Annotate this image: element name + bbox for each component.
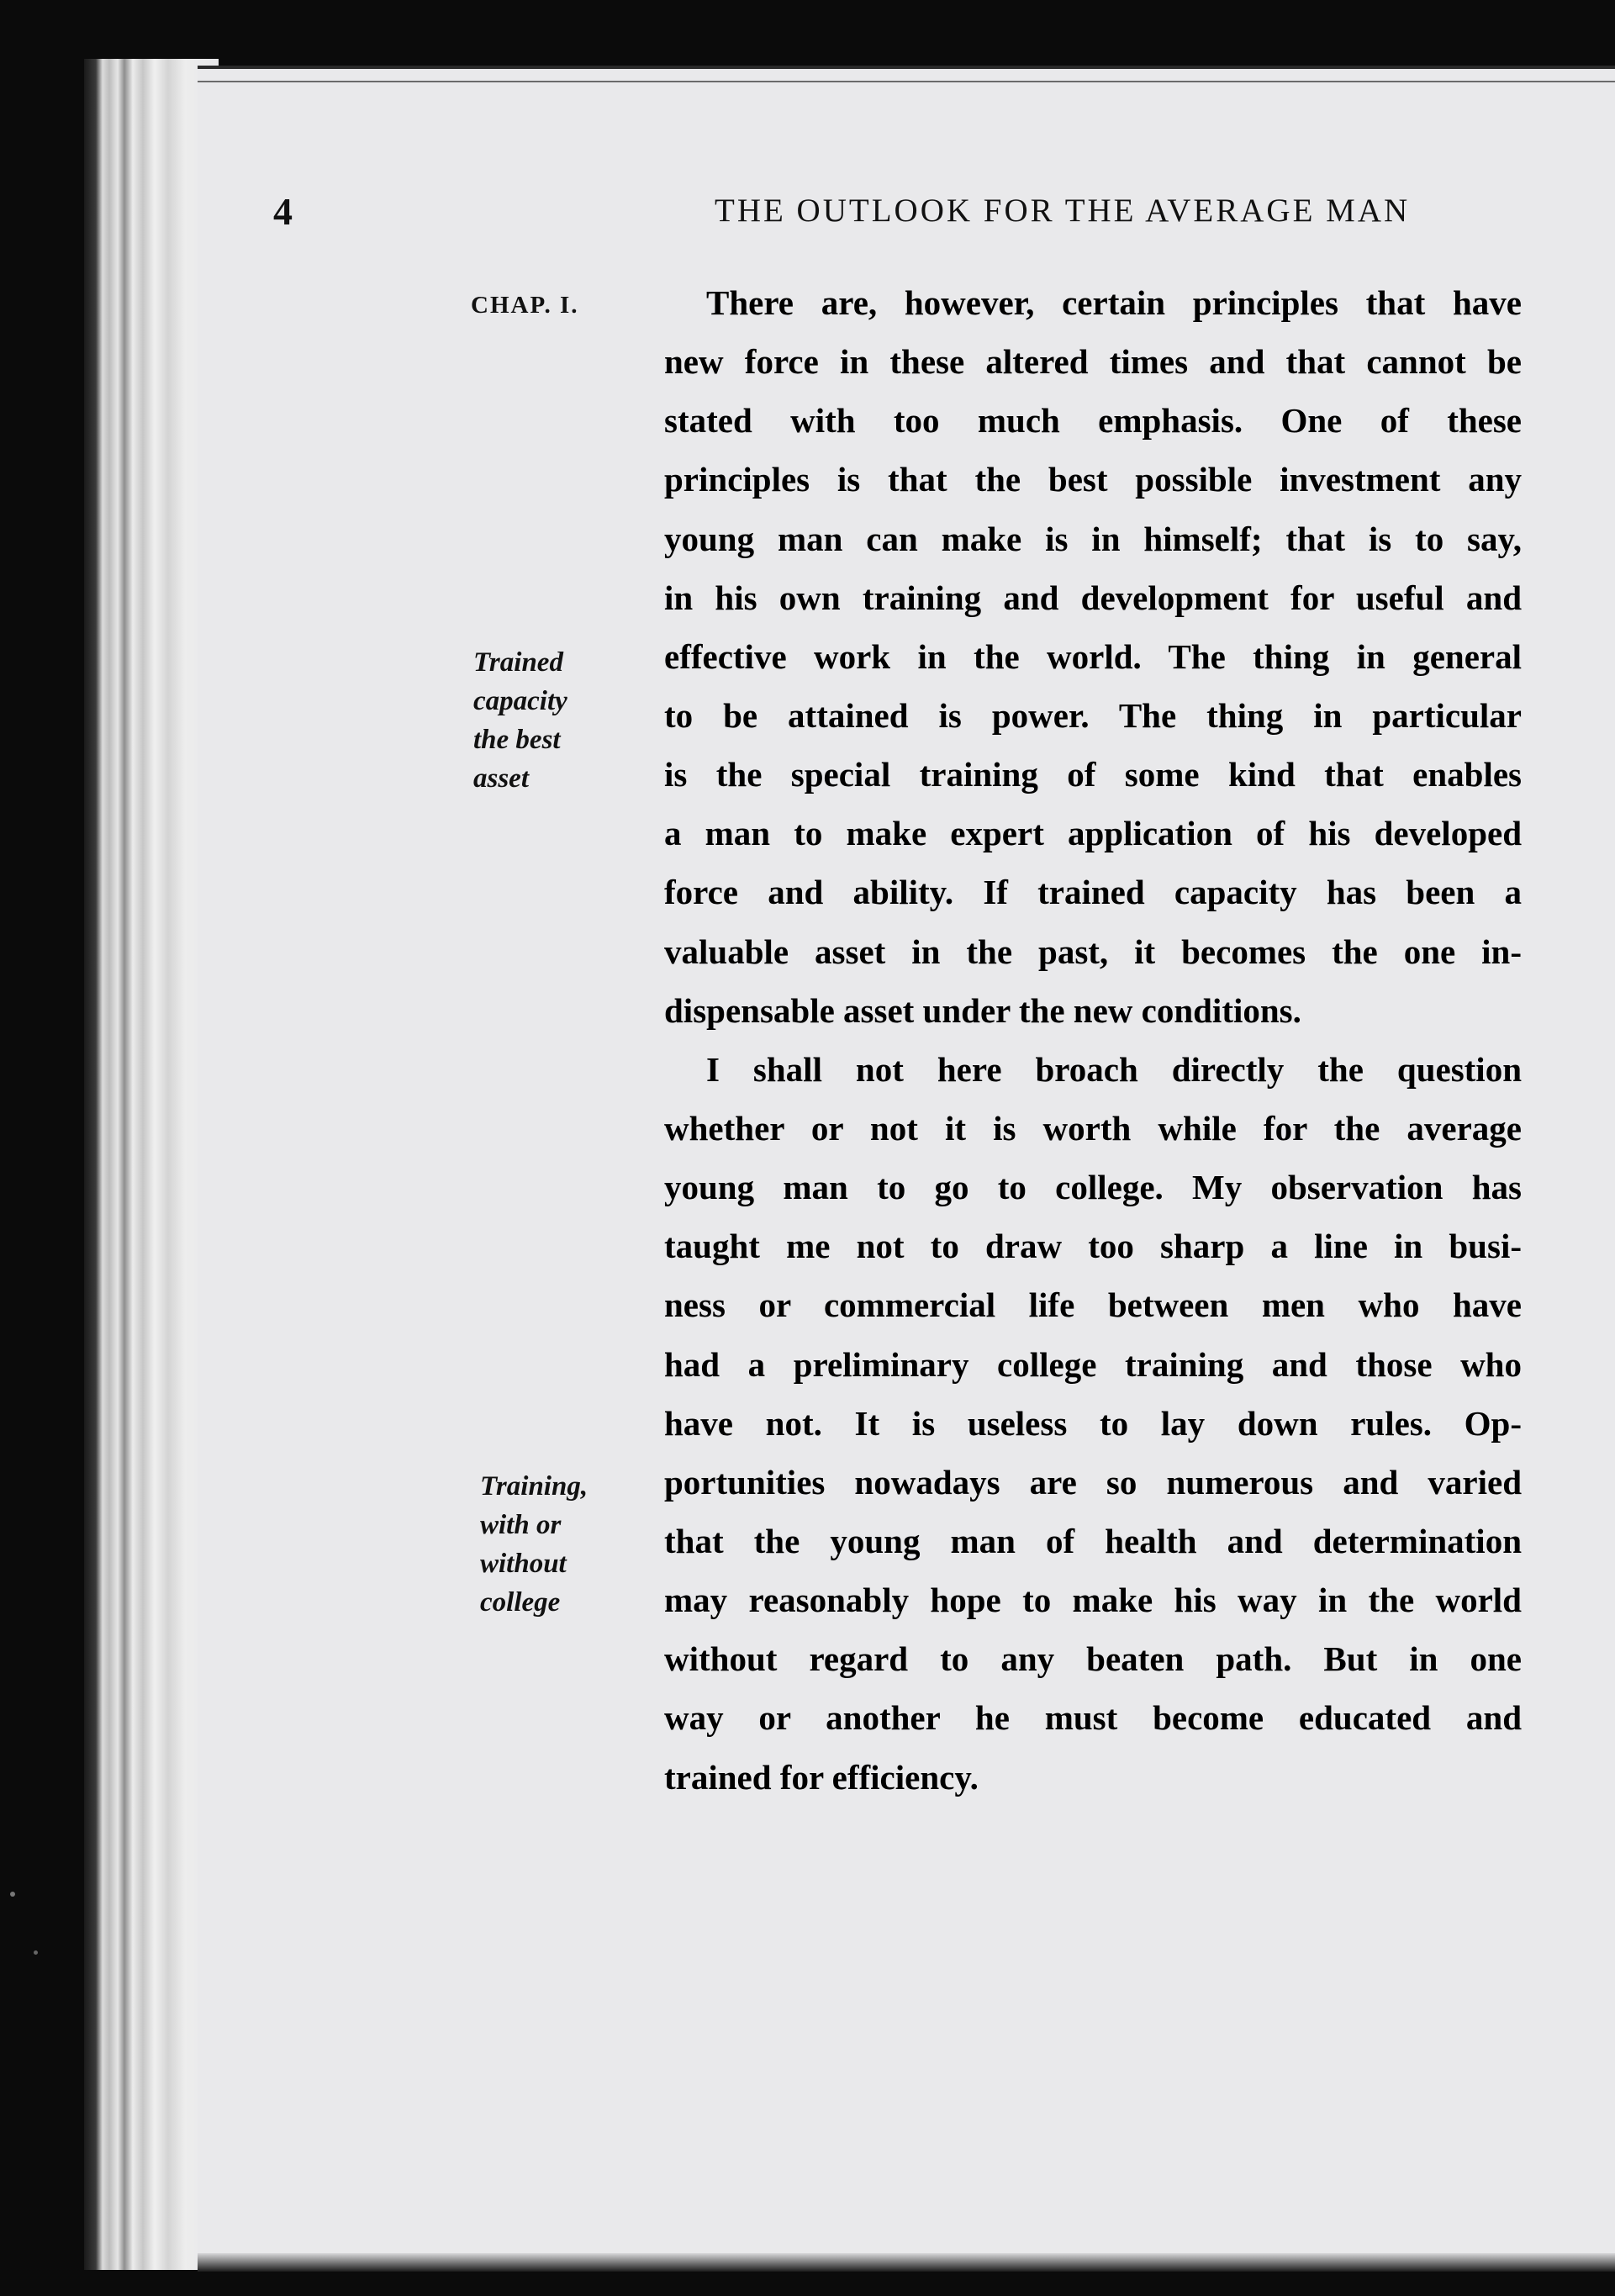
margin-note-trained-capacity (473, 643, 567, 798)
margin-note-line: with or (480, 1510, 562, 1540)
body-line: to be attained is power. The thing in particular (664, 696, 1522, 735)
chapter-label: CHAP. I. (471, 292, 579, 319)
margin-note-line: the best (473, 725, 561, 755)
body-line: dispensable asset under the new conditions. (664, 991, 1301, 1030)
body-line: way or another he must become educated and (664, 1698, 1522, 1737)
body-line: may reasonably hope to make his way in the world (664, 1581, 1522, 1619)
body-line: young man to go to college. My observation has (664, 1168, 1522, 1206)
body-line: stated with too much emphasis. One of these (664, 401, 1522, 440)
body-line: have not. It is useless to lay down rules. Op- (664, 1404, 1522, 1443)
page-number: 4 (273, 190, 293, 233)
body-line: portunities nowadays are so numerous and varied (664, 1463, 1522, 1502)
body-line: principles is that the best possible investment any (664, 460, 1522, 499)
body-line: I shall not here broach directly the question (706, 1050, 1522, 1089)
margin-note-line: without (480, 1549, 567, 1579)
body-line: There are, however, certain principles that have (706, 283, 1522, 322)
body-line: whether or not it is worth while for the average (664, 1109, 1522, 1148)
body-line: valuable asset in the past, it becomes the one in- (664, 932, 1522, 971)
running-head: THE OUTLOOK FOR THE AVERAGE MAN (715, 193, 1411, 229)
margin-note-line: capacity (473, 686, 567, 716)
scan-dust-speck (10, 1892, 15, 1897)
body-line: effective work in the world. The thing in general (664, 637, 1522, 676)
body-line: young man can make is in himself; that is to say, (664, 520, 1522, 558)
body-line: in his own training and development for useful and (664, 578, 1522, 617)
page-bottom-edge (198, 2253, 1615, 2272)
margin-note-line: asset (473, 763, 529, 794)
margin-note-line: Training, (480, 1471, 588, 1502)
body-line: had a preliminary college training and those who (664, 1345, 1522, 1384)
margin-note-line: college (480, 1587, 561, 1618)
body-line: is the special training of some kind that enables (664, 755, 1522, 794)
body-line: without regard to any beaten path. But in one (664, 1639, 1522, 1678)
margin-note-line: Trained (473, 647, 563, 678)
body-line: trained for efficiency. (664, 1758, 979, 1797)
body-line: ness or commercial life between men who have (664, 1285, 1522, 1324)
scan-dust-speck (34, 1950, 38, 1955)
page-top-edge (198, 81, 1615, 82)
body-line: force and ability. If trained capacity has been a (664, 873, 1522, 911)
margin-note-training-college (480, 1467, 588, 1622)
body-line: taught me not to draw too sharp a line in busi- (664, 1227, 1522, 1265)
body-line: a man to make expert application of his developed (664, 814, 1522, 852)
body-line: new force in these altered times and that cannot be (664, 342, 1522, 381)
body-line: that the young man of health and determination (664, 1522, 1522, 1560)
